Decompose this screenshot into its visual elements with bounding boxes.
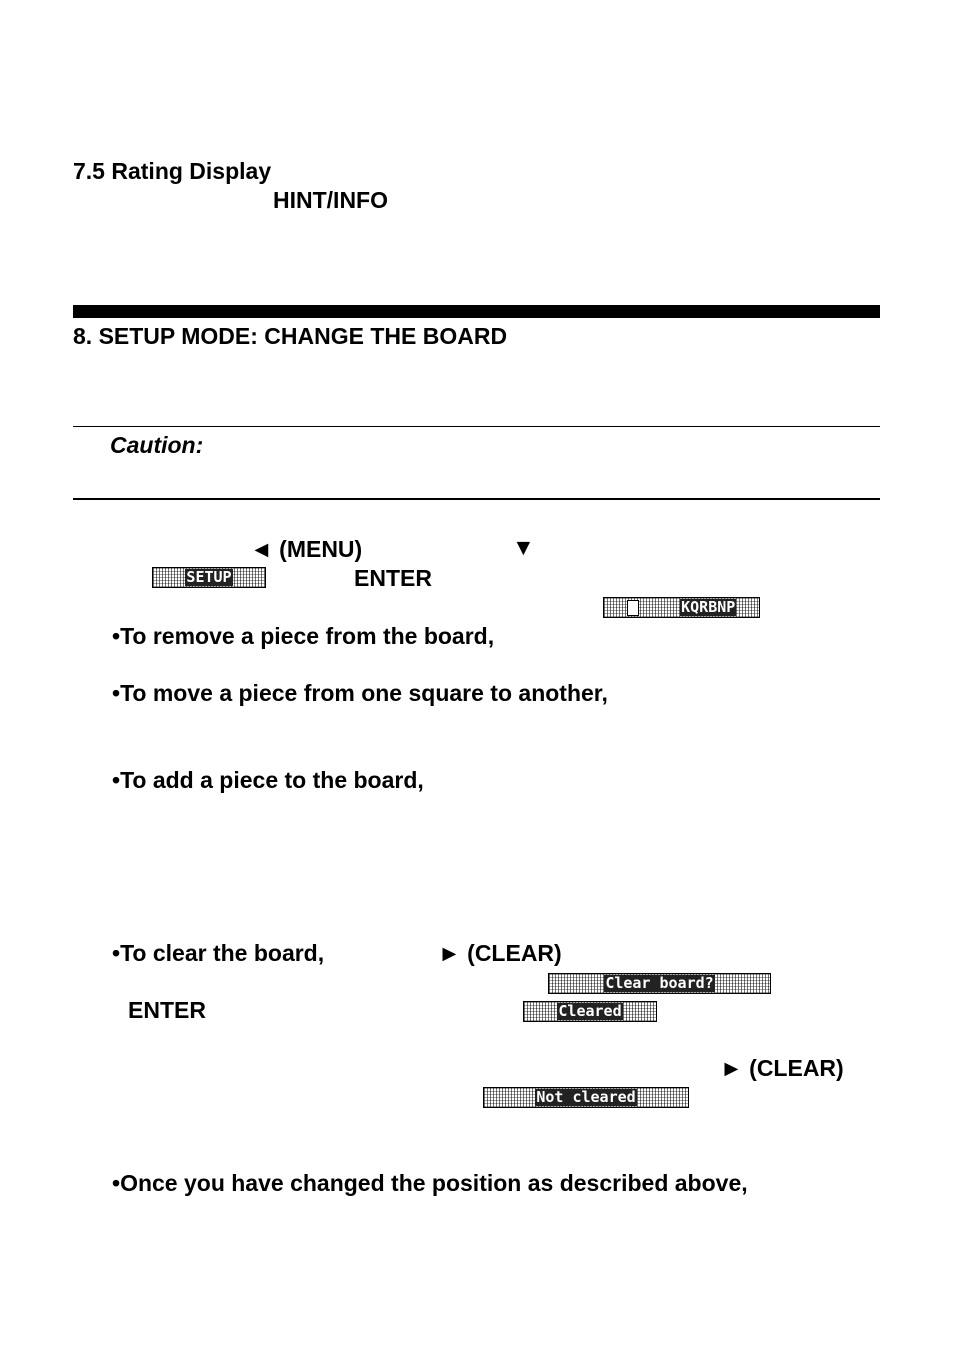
lcd-not-cleared-text: Not cleared xyxy=(536,1088,636,1106)
lcd-setup-text: SETUP xyxy=(186,568,232,586)
caution-top-rule xyxy=(73,426,880,427)
bullet-add xyxy=(112,766,424,794)
bullet-symbol: • xyxy=(112,940,121,966)
hint-info-key-label: HINT/INFO xyxy=(273,187,388,213)
enter-key-label-2: ENTER xyxy=(128,997,206,1023)
bullet-remove xyxy=(112,622,494,650)
bullet-symbol: • xyxy=(112,623,121,649)
caution-bottom-rule xyxy=(73,498,880,500)
lcd-setup-display xyxy=(152,567,266,588)
bullet-symbol: • xyxy=(112,680,121,706)
lcd-cleared-text: Cleared xyxy=(558,1002,622,1020)
enter-key-label: ENTER xyxy=(354,565,432,591)
lcd-not-cleared-display xyxy=(483,1087,689,1108)
lcd-pieces-display xyxy=(603,597,760,618)
bullet-remove-text: To remove a piece from the board, xyxy=(120,623,495,649)
down-arrow-icon: ▼ xyxy=(512,534,535,560)
bullet-once-text: Once you have changed the position as described above, xyxy=(120,1170,748,1196)
heading-8: 8. SETUP MODE: CHANGE THE BOARD xyxy=(73,323,508,349)
lcd-cleared-display xyxy=(523,1001,657,1022)
heading-7-5: 7.5 Rating Display xyxy=(73,158,272,184)
clear-key-label-2: ► (CLEAR) xyxy=(720,1055,844,1081)
bullet-symbol: • xyxy=(112,1170,121,1196)
lcd-pieces-text: KQRBNP xyxy=(681,598,736,616)
menu-key-label: ◄ (MENU) xyxy=(250,536,363,562)
bullet-move-text: To move a piece from one square to another, xyxy=(120,680,608,706)
lcd-clear-question-text: Clear board? xyxy=(605,974,714,992)
bullet-move xyxy=(112,679,608,707)
lcd-clear-question-display xyxy=(548,973,771,994)
bullet-clear xyxy=(112,939,324,967)
clear-key-label: ► (CLEAR) xyxy=(438,940,562,966)
bullet-add-text: To add a piece to the board, xyxy=(120,767,424,793)
bullet-clear-text: To clear the board, xyxy=(120,940,325,966)
section-thick-rule xyxy=(73,305,880,318)
lcd-cursor-box xyxy=(627,600,639,616)
bullet-symbol: • xyxy=(112,767,121,793)
caution-label: Caution: xyxy=(110,432,204,458)
bullet-once xyxy=(112,1169,748,1197)
